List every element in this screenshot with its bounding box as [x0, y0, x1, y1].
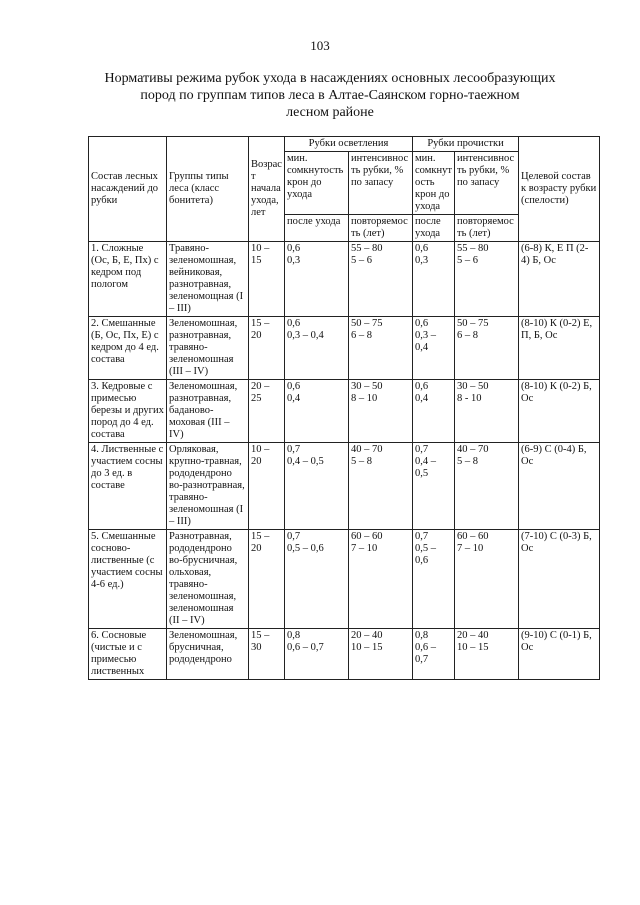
cell-line: 7 – 10 [351, 543, 378, 554]
cell-line: 0,6 [415, 318, 429, 329]
table-row [89, 629, 600, 680]
cell-target-composition: (6-9) С (0-4) Б, Ос [519, 443, 600, 530]
table-row [89, 317, 600, 380]
cell-thinning-density [413, 530, 455, 629]
cell-line: 0,7 [287, 444, 301, 455]
cell-line: 0,3 – [415, 330, 437, 341]
cell-cleaning-density [285, 629, 349, 680]
cell-forest-groups: Травяно-зеленомошная, вейниковая, разнотравная, зеленомощная (I – III) [167, 242, 249, 317]
cell-line: 0,7 [415, 444, 429, 455]
cell-line: 0,5 – 0,6 [287, 543, 324, 554]
cell-cleaning-density [285, 380, 349, 443]
cell-cleaning-intensity [349, 242, 413, 317]
cell-line: 8 – 10 [351, 393, 378, 404]
cell-line: 7 – 10 [457, 543, 484, 554]
cell-line: 0,6 [287, 318, 301, 329]
cell-line: 5 – 6 [351, 255, 372, 266]
cell-forest-groups: Зеленомошная, разнотравная, баданово-моховая (III – IV) [167, 380, 249, 443]
cell-line: 15 – [251, 531, 270, 542]
title-line: Нормативы режима рубок ухода в насаждениях основных лесообразующих [104, 71, 556, 86]
title-line: лесном районе [286, 105, 374, 120]
cell-line: 50 – 75 [457, 318, 489, 329]
cell-line: 40 – 70 [351, 444, 383, 455]
header-composition: Состав лесных насаждений до рубки [89, 137, 167, 242]
cell-line: 10 – [251, 243, 270, 254]
cell-line: 0,4 – [415, 456, 437, 467]
cell-composition: 1. Сложные (Ос, Б, Е, Пх) с кедром под пологом [89, 242, 167, 317]
cell-thinning-intensity [455, 242, 519, 317]
cell-target-composition: (6-8) К, Е П (2-4) Б, Ос [519, 242, 600, 317]
cell-forest-groups: Зеленомошная, разнотравная, травяно-зеленомошная (III – IV) [167, 317, 249, 380]
cell-thinning-density [413, 380, 455, 443]
cell-composition: 2. Смешанные (Б, Ос, Пх, Е) с кедром до 4 ед. состава [89, 317, 167, 380]
page-number: 103 [310, 38, 330, 53]
header-thinning-min-density: мин. сомкнутость крон до ухода [413, 152, 455, 215]
cell-cleaning-intensity [349, 530, 413, 629]
cell-age-start [249, 530, 285, 629]
cell-line: 15 [251, 255, 262, 266]
cell-line: 0,4 [415, 393, 429, 404]
cell-composition: 4. Лиственные с участием сосны до 3 ед. в составе [89, 443, 167, 530]
cell-line: 0,8 [415, 630, 429, 641]
cell-line: 5 – 6 [457, 255, 479, 266]
cell-target-composition: (8-10) К (0-2) Е, П, Б, Ос [519, 317, 600, 380]
header-cleaning-group: Рубки осветления [285, 137, 413, 152]
cell-thinning-intensity [455, 629, 519, 680]
cell-target-composition: (9-10) С (0-1) Б, Ос [519, 629, 600, 680]
cell-composition: 5. Смешанные сосново-лиственные (с участием сосны 4-6 ед.) [89, 530, 167, 629]
header-thinning-repeat: повторяемость (лет) [455, 215, 519, 242]
cell-line: 5 – 8 [457, 456, 479, 467]
cell-cleaning-intensity [349, 629, 413, 680]
cell-line: 0,5 – [415, 543, 437, 554]
cell-line: 10 – 15 [351, 642, 383, 653]
cell-line: 0,7 [415, 654, 429, 665]
cell-thinning-intensity [455, 443, 519, 530]
cell-line: 0,6 – 0,7 [287, 642, 324, 653]
cell-thinning-density [413, 317, 455, 380]
cell-line: 0,3 – 0,4 [287, 330, 324, 341]
cell-thinning-intensity [455, 380, 519, 443]
cell-forest-groups: Разнотравная, рододендроно во-брусничная, ольховая, травяно-зеленомошная, зеленомошная (II – IV) [167, 530, 249, 629]
cell-line: 0,6 [415, 555, 429, 566]
cell-line: 55 – 80 [351, 243, 383, 254]
cell-line: 0,3 [415, 255, 429, 266]
cell-line: 0,6 [415, 243, 429, 254]
cell-cleaning-intensity [349, 380, 413, 443]
cell-composition: 3. Кедровые с примесью березы и других пород до 4 ед. состава [89, 380, 167, 443]
cell-line: 6 – 8 [457, 330, 479, 341]
cell-line: 0,6 [287, 381, 301, 392]
header-thinning-group: Рубки прочистки [413, 137, 519, 152]
norms-table [88, 136, 600, 680]
cell-line: 15 – [251, 318, 270, 329]
document-title [60, 70, 600, 121]
cell-line: 15 – [251, 630, 270, 641]
cell-thinning-density [413, 443, 455, 530]
cell-target-composition: (8-10) К (0-2) Б, Ос [519, 380, 600, 443]
table-row [89, 530, 600, 629]
cell-cleaning-density [285, 242, 349, 317]
cell-line: 8 - 10 [457, 393, 482, 404]
header-target-composition: Целевой состав к возрасту рубки (спелости) [519, 137, 600, 242]
cell-line: 30 – 50 [351, 381, 383, 392]
cell-age-start [249, 443, 285, 530]
header-cleaning-min-density: мин. сомкнутость крон до ухода [285, 152, 349, 215]
cell-age-start [249, 629, 285, 680]
title-line: пород по группам типов леса в Алтае-Саянском горно-таежном [140, 88, 520, 103]
cell-cleaning-density [285, 317, 349, 380]
cell-line: 5 – 8 [351, 456, 372, 467]
cell-line: 10 – [251, 444, 270, 455]
cell-line: 50 – 75 [351, 318, 383, 329]
cell-target-composition: (7-10) С (0-3) Б, Ос [519, 530, 600, 629]
cell-cleaning-density [285, 443, 349, 530]
cell-age-start [249, 317, 285, 380]
cell-composition: 6. Сосновые (чистые и с примесью лиственных [89, 629, 167, 680]
cell-line: 0,6 [287, 243, 301, 254]
cell-line: 0,7 [415, 531, 429, 542]
cell-line: 0,4 – 0,5 [287, 456, 324, 467]
cell-line: 40 – 70 [457, 444, 489, 455]
cell-thinning-intensity [455, 317, 519, 380]
header-thinning-intensity: интенсивность рубки, % по запасу [455, 152, 519, 215]
cell-line: 30 – 50 [457, 381, 489, 392]
header-thinning-after: после ухода [413, 215, 455, 242]
cell-line: 0,4 [415, 342, 429, 353]
cell-forest-groups: Орляковая, крупно-травная, рододендроно во-разнотравная, травяно-зеленомошная (I – III) [167, 443, 249, 530]
cell-age-start [249, 380, 285, 443]
table-body [89, 242, 600, 680]
cell-line: 0,5 [415, 468, 429, 479]
cell-line: 0,7 [287, 531, 301, 542]
cell-line: 30 [251, 642, 262, 653]
cell-line: 0,8 [287, 630, 301, 641]
cell-forest-groups: Зеленомошная, брусничная, рододендроно [167, 629, 249, 680]
cell-cleaning-intensity [349, 443, 413, 530]
cell-line: 60 – 60 [457, 531, 489, 542]
cell-line: 6 – 8 [351, 330, 372, 341]
cell-line: 20 [251, 330, 262, 341]
cell-line: 60 – 60 [351, 531, 383, 542]
cell-line: 20 – 40 [457, 630, 489, 641]
cell-thinning-density [413, 242, 455, 317]
header-cleaning-repeat: повторяемость (лет) [349, 215, 413, 242]
table-row [89, 242, 600, 317]
cell-line: 0,4 [287, 393, 301, 404]
cell-line: 20 – [251, 381, 270, 392]
cell-line: 25 [251, 393, 262, 404]
cell-line: 20 – 40 [351, 630, 383, 641]
cell-cleaning-intensity [349, 317, 413, 380]
cell-cleaning-density [285, 530, 349, 629]
cell-line: 0,3 [287, 255, 301, 266]
header-cleaning-intensity: интенсивность рубки, % по запасу [349, 152, 413, 215]
cell-age-start [249, 242, 285, 317]
cell-line: 0,6 [415, 381, 429, 392]
cell-thinning-intensity [455, 530, 519, 629]
cell-line: 20 [251, 456, 262, 467]
cell-line: 0,6 – [415, 642, 437, 653]
header-cleaning-after: после ухода [285, 215, 349, 242]
header-forest-groups: Группы типы леса (класс бонитета) [167, 137, 249, 242]
table-row [89, 380, 600, 443]
table-row [89, 443, 600, 530]
cell-line: 10 – 15 [457, 642, 489, 653]
cell-line: 20 [251, 543, 262, 554]
cell-thinning-density [413, 629, 455, 680]
cell-line: 55 – 80 [457, 243, 489, 254]
header-age-start: Возраст начала ухода, лет [249, 137, 285, 242]
